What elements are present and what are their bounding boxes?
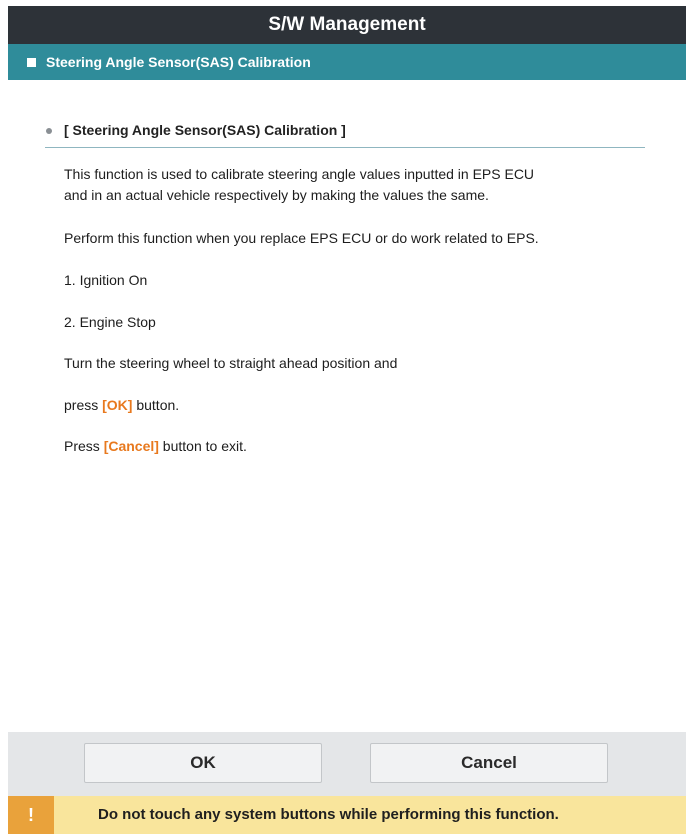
warning-banner	[8, 796, 686, 834]
description-line-1: This function is used to calibrate steering angle values inputted in EPS ECU	[64, 166, 535, 182]
instructions-panel	[8, 80, 686, 732]
description-line-3: Perform this function when you replace EPS ECU or do work related to EPS.	[64, 230, 539, 246]
warning-icon: !	[8, 796, 54, 834]
section-header	[45, 120, 645, 148]
sw-management-screen	[8, 6, 686, 834]
section-title: [ Steering Angle Sensor(SAS) Calibration ]	[64, 122, 346, 138]
button-bar	[8, 732, 686, 796]
function-title: Steering Angle Sensor(SAS) Calibration	[46, 54, 311, 70]
cancel-instruction-prefix: Press	[64, 438, 104, 454]
square-bullet-icon	[27, 58, 36, 67]
ok-key-highlight: [OK]	[102, 397, 133, 413]
ok-button[interactable]: OK	[84, 743, 322, 783]
steering-instruction: Turn the steering wheel to straight ahead position and	[64, 355, 398, 371]
cancel-instruction	[64, 436, 247, 457]
step-engine-stop: 2. Engine Stop	[64, 314, 156, 330]
cancel-key-highlight: [Cancel]	[103, 438, 159, 454]
title-bar	[8, 6, 686, 44]
step-ignition-on: 1. Ignition On	[64, 272, 148, 288]
ok-instruction	[64, 395, 179, 416]
warning-text: Do not touch any system buttons while performing this function.	[98, 806, 559, 823]
bullet-dot-icon	[46, 128, 52, 134]
ok-instruction-suffix: button.	[132, 397, 180, 413]
page-title: S/W Management	[268, 14, 426, 35]
function-header	[8, 44, 686, 80]
ok-instruction-prefix: press	[64, 397, 103, 413]
cancel-instruction-suffix: button to exit.	[158, 438, 247, 454]
description-line-2: and in an actual vehicle respectively by making the values the same.	[64, 187, 489, 203]
cancel-button[interactable]: Cancel	[370, 743, 608, 783]
